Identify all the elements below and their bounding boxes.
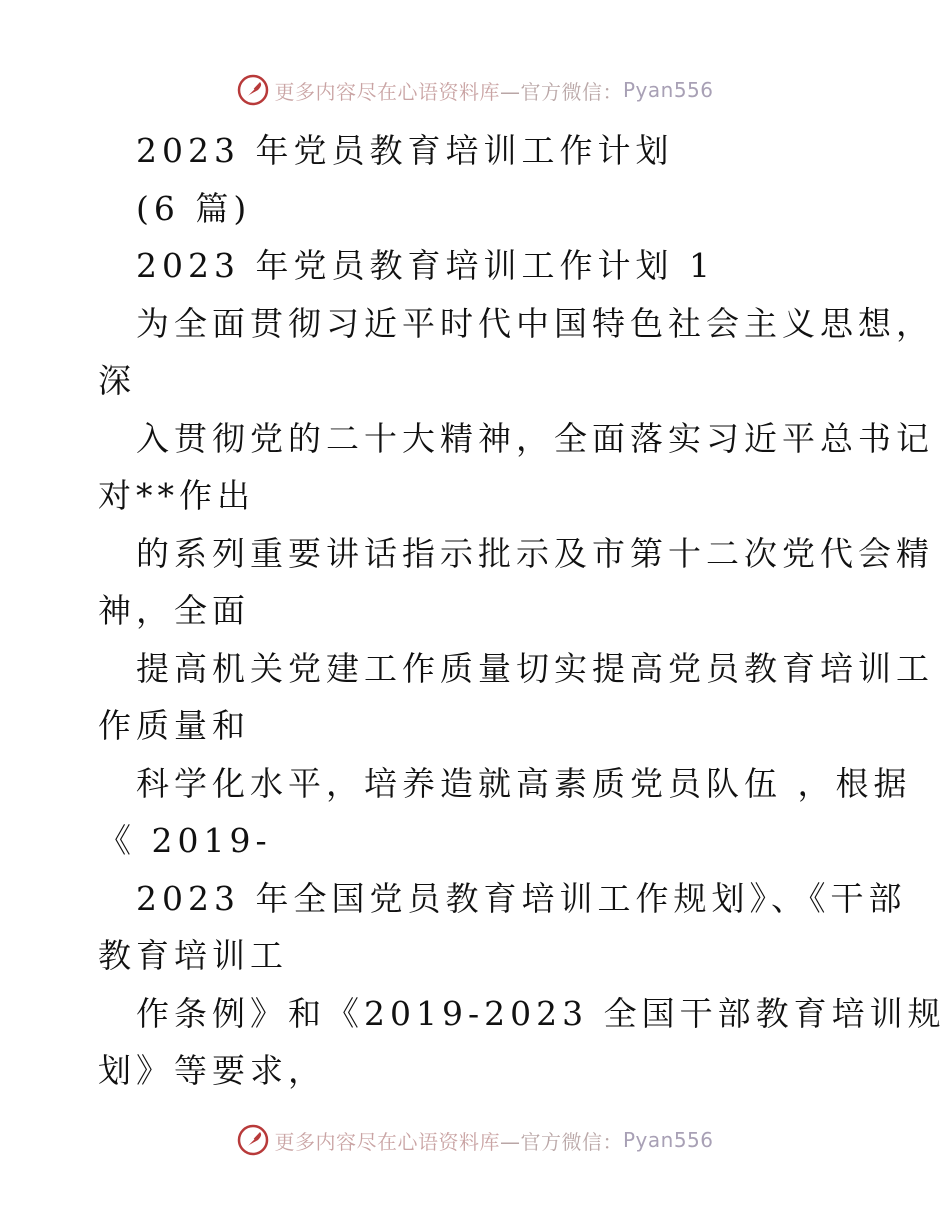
watermark-text-wechat-label: —官方微信： — [499, 1129, 623, 1154]
watermark-text-wechat-id: Pyan556 — [622, 78, 714, 102]
paragraph-line: 提高机关党建工作质量切实提高党员教育培训工 — [136, 648, 934, 688]
feather-pen-circle-icon — [236, 1123, 270, 1157]
paragraph-line: 深 — [98, 361, 136, 400]
watermark-text-wechat-label: —官方微信： — [499, 79, 623, 104]
paragraph-line: 划》等要求， — [98, 1051, 326, 1090]
document-title: 2023 年党员教育培训工作计划 — [136, 131, 674, 170]
paragraph-line: 的系列重要讲话指示批示及市第十二次党代会精 — [136, 533, 934, 573]
watermark-text-site: 更多内容尽在心语资料库 — [274, 79, 500, 104]
paragraph-line: 教育培训工 — [98, 936, 288, 975]
paragraph-line: 神，全面 — [98, 591, 250, 630]
document-body — [0, 122, 950, 1100]
watermark-text-site: 更多内容尽在心语资料库 — [274, 1129, 500, 1154]
feather-pen-circle-icon — [236, 73, 270, 107]
paragraph-line: 入贯彻党的二十大精神，全面落实习近平总书记 — [136, 418, 934, 458]
section-heading: 2023 年党员教育培训工作计划 1 — [136, 246, 715, 285]
paragraph-line: 对**作出 — [98, 476, 255, 515]
paragraph-line: 为全面贯彻习近平时代中国特色社会主义思想， — [136, 303, 934, 343]
document-subtitle: (6 篇) — [136, 188, 252, 228]
paragraph-line: 作质量和 — [98, 706, 250, 745]
watermark-text-wechat-id: Pyan556 — [622, 1128, 714, 1152]
paragraph-line: 科学化水平，培养造就高素质党员队伍 ，根据 — [136, 763, 912, 803]
footer-watermark — [0, 1120, 950, 1160]
paragraph-line: 2023 年全国党员教育培训工作规划》、《干部 — [136, 878, 907, 918]
paragraph-line: 《 2019- — [98, 821, 272, 860]
paragraph-line: 作条例》和《2019-2023 全国干部教育培训规 — [136, 993, 946, 1033]
header-watermark — [0, 70, 950, 110]
